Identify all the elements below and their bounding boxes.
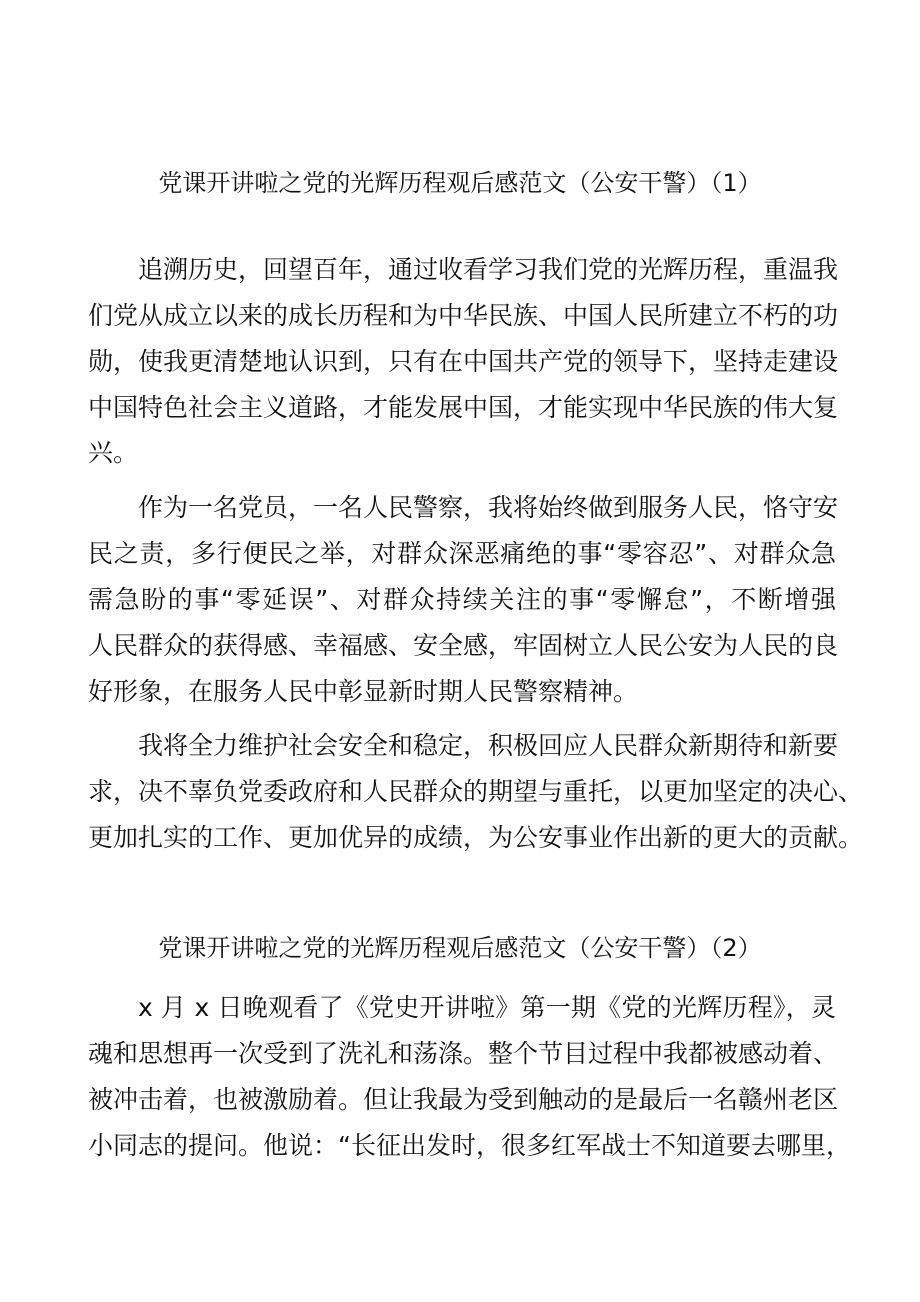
paragraph-line: 追溯历史，回望百年，通过收看学习我们党的光辉历程，重温我 xyxy=(138,255,839,284)
paragraph-line: 兴。 xyxy=(88,438,139,467)
paragraph-line: 作为一名党员，一名人民警察，我将始终做到服务人民，恪守安 xyxy=(138,493,839,522)
paragraph-line: 更加扎实的工作、更加优异的成绩，为公安事业作出新的更大的贡献。 xyxy=(88,823,864,852)
paragraph-line: 需急盼的事“零延误”、对群众持续关注的事“零懈怠”，不断增强 xyxy=(88,585,836,614)
paragraph-line: 求，决不辜负党委政府和人民群众的期望与重托，以更加坚定的决心、 xyxy=(88,777,864,806)
paragraph-line: 被冲击着，也被激励着。但让我最为受到触动的是最后一名赣州老区 xyxy=(88,1085,839,1114)
paragraph-line: 好形象，在服务人民中彰显新时期人民警察精神。 xyxy=(88,677,639,706)
paragraph-line: 小同志的提问。他说：“长征出发时，很多红军战士不知道要去哪里， xyxy=(88,1131,851,1160)
paragraph-line: 人民群众的获得感、幸福感、安全感，牢固树立人民公安为人民的良 xyxy=(88,631,839,660)
section-title: 党课开讲啦之党的光辉历程观后感范文（公安干警）（2） xyxy=(158,934,762,962)
paragraph-line: 我将全力维护社会安全和稳定，积极回应人民群众新期待和新要 xyxy=(138,731,839,760)
paragraph-line: x 月 x 日晚观看了《党史开讲啦》第一期《党的光辉历程》，灵 xyxy=(138,993,836,1022)
section-title: 党课开讲啦之党的光辉历程观后感范文（公安干警）（1） xyxy=(158,169,762,197)
paragraph-line: 勋，使我更清楚地认识到，只有在中国共产党的领导下，坚持走建设 xyxy=(88,347,839,376)
paragraph-line: 魂和思想再一次受到了洗礼和荡涤。整个节目过程中我都被感动着、 xyxy=(88,1039,839,1068)
paragraph-line: 民之责，多行便民之举，对群众深恶痛绝的事“零容忍”、对群众急 xyxy=(88,539,836,568)
paragraph-line: 中国特色社会主义道路，才能发展中国，才能实现中华民族的伟大复 xyxy=(88,393,839,422)
paragraph-line: 们党从成立以来的成长历程和为中华民族、中国人民所建立不朽的功 xyxy=(88,301,839,330)
